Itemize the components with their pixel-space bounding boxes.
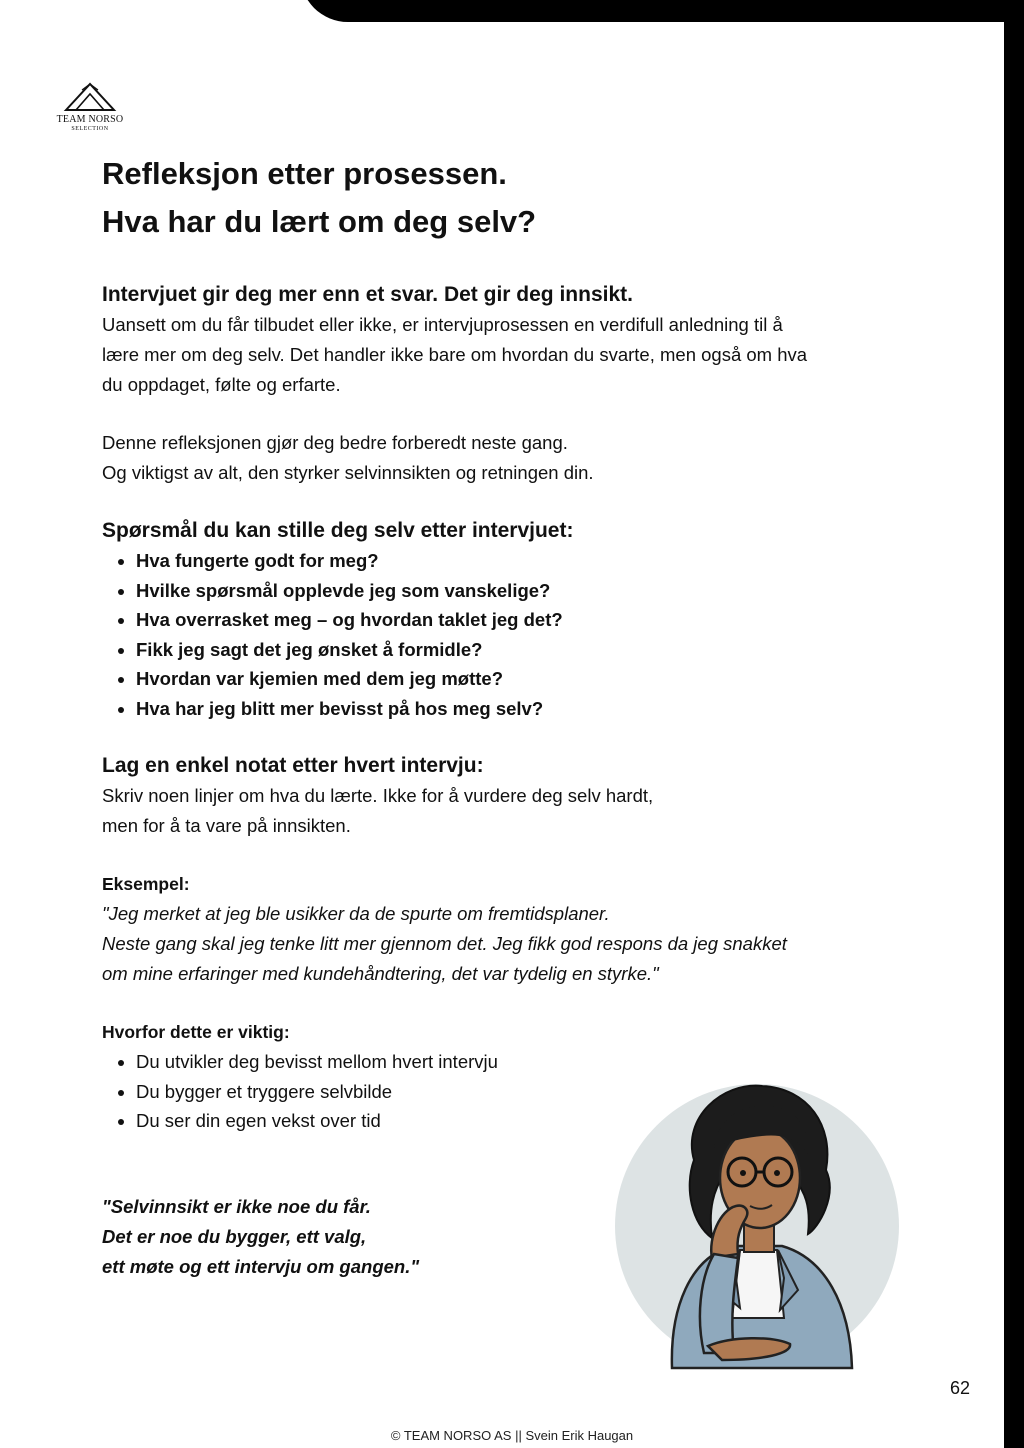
logo-subtext: SELECTION [71, 126, 109, 132]
page-title-line-2: Hva har du lært om deg selv? [102, 204, 537, 239]
paragraph-line: du oppdaget, følte og erfarte. [102, 374, 341, 395]
list-item: • Fikk jeg sagt det jeg ønsket å formidle? [136, 635, 922, 665]
quote-line: ett møte og ett intervju om gangen." [102, 1255, 420, 1277]
list-item: • Du utvikler deg bevisst mellom hvert intervju [136, 1047, 922, 1077]
list-item: • Hvilke spørsmål opplevde jeg som vanskelige? [136, 576, 922, 606]
page-title-line-1: Refleksjon etter prosessen. [102, 156, 507, 191]
paragraph-line: lære mer om deg selv. Det handler ikke bare om hvordan du svarte, men også om hva [102, 344, 808, 365]
quote-line: Det er noe du bygger, ett valg, [102, 1225, 367, 1247]
list-item: • Hva overrasket meg – og hvordan taklet jeg det? [136, 605, 922, 635]
list-item: • Du bygger et tryggere selvbilde [136, 1077, 922, 1107]
example-line: Neste gang skal jeg tenke litt mer gjennom det. Jeg fikk god respons da jeg snakket [102, 933, 787, 954]
page-number: 62 [950, 1378, 971, 1398]
list-item: • Hva fungerte godt for meg? [136, 546, 922, 576]
paragraph-line: Uansett om du får tilbudet eller ikke, er intervjuprosessen en verdifull anledning til å [102, 314, 783, 335]
paragraph-line: Og viktigst av alt, den styrker selvinnsikten og retningen din. [102, 462, 594, 483]
footer-copyright: © TEAM NORSO AS || Svein Erik Haugan [390, 1428, 634, 1443]
decorative-right-band [1004, 0, 1024, 1448]
thinking-person-illustration [612, 1078, 902, 1378]
question-list [102, 546, 922, 723]
example-line: om mine erfaringer med kundehåndtering, det var tydelig en styrke." [102, 963, 659, 984]
mountain-logo-icon [62, 80, 118, 112]
decorative-top-band [300, 0, 1024, 22]
example-label: Eksempel: [102, 874, 190, 894]
paragraph-line: men for å ta vare på innsikten. [102, 815, 351, 836]
list-item: • Hva har jeg blitt mer bevisst på hos meg selv? [136, 694, 922, 724]
logo [50, 80, 130, 132]
list-item: • Du ser din egen vekst over tid [136, 1106, 922, 1136]
logo-text: TEAM NORSO [56, 114, 124, 125]
paragraph-line: Skriv noen linjer om hva du lærte. Ikke for å vurdere deg selv hardt, [102, 785, 654, 806]
section-heading-insight: Intervjuet gir deg mer enn et svar. Det gir deg innsikt. [102, 283, 633, 306]
quote-line: "Selvinnsikt er ikke noe du får. [102, 1195, 371, 1217]
section-heading-notes: Lag en enkel notat etter hvert intervju: [102, 754, 484, 777]
why-important-label: Hvorfor dette er viktig: [102, 1022, 290, 1042]
example-line: "Jeg merket at jeg ble usikker da de spurte om fremtidsplaner. [102, 903, 610, 924]
list-item: • Hvordan var kjemien med dem jeg møtte? [136, 664, 922, 694]
section-heading-questions: Spørsmål du kan stille deg selv etter intervjuet: [102, 519, 574, 542]
paragraph-line: Denne refleksjonen gjør deg bedre forberedt neste gang. [102, 432, 568, 453]
